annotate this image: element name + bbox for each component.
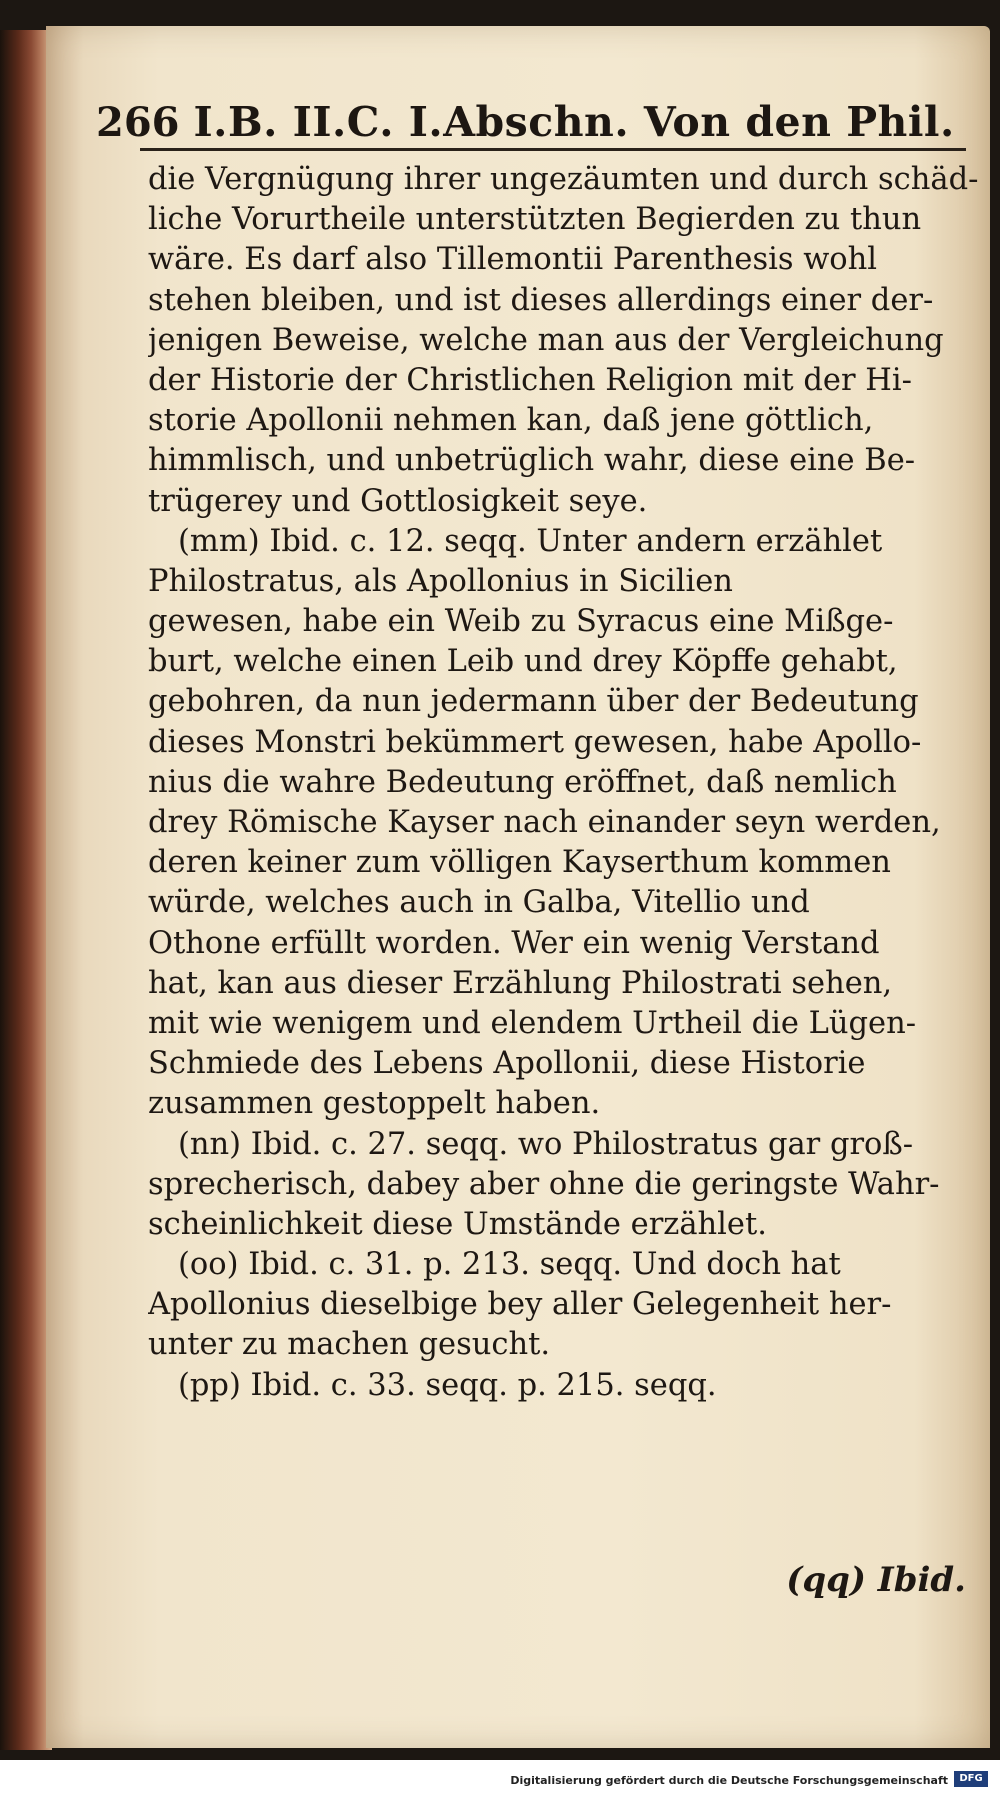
text-line: trügerey und Gottlosigkeit seye.	[148, 483, 648, 519]
text-line: Philostratus, als Apollonius in Sicilien	[148, 563, 733, 599]
text-line: scheinlichkeit diese Umstände erzählet.	[148, 1206, 767, 1242]
book-binding-edge	[0, 30, 52, 1750]
text-line: wäre. Es darf also Tillemontii Parenthesis wohl	[148, 242, 878, 278]
page-number: 266	[96, 99, 180, 146]
dfg-logo: DFG	[954, 1771, 988, 1787]
text-line: zusammen gestoppelt haben.	[148, 1086, 601, 1122]
text-line: stehen bleiben, und ist dieses allerdings einer der-	[148, 282, 934, 318]
text-line: liche Vorurtheile unterstützten Begierden zu thun	[148, 202, 922, 238]
text-line: gebohren, da nun jedermann über der Bedeutung	[148, 684, 919, 720]
text-line: jenigen Beweise, welche man aus der Vergleichung	[148, 322, 944, 358]
text-line: der Historie der Christlichen Religion mit der Hi-	[148, 362, 912, 398]
text-line: Othone erfüllt worden. Wer ein wenig Verstand	[148, 925, 880, 961]
text-line: mit wie wenigem und elendem Urtheil die Lügen-	[148, 1005, 917, 1041]
catchword: (qq) Ibid.	[786, 1560, 966, 1600]
running-head: I.B. II.C. I.Abschn. Von den Phil.	[193, 98, 955, 146]
text-line: unter zu machen gesucht.	[148, 1327, 551, 1363]
text-line: Apollonius dieselbige bey aller Gelegenheit her-	[148, 1287, 892, 1323]
text-line: hat, kan aus dieser Erzählung Philostrati sehen,	[148, 965, 893, 1001]
text-line: deren keiner zum völligen Kayserthum kommen	[148, 845, 891, 881]
text-line: drey Römische Kayser nach einander seyn werden,	[148, 805, 941, 840]
text-line: gewesen, habe ein Weib zu Syracus eine Mißge-	[148, 604, 894, 640]
text-line: himmlisch, und unbetrüglich wahr, diese eine Be-	[148, 443, 916, 479]
text-line: sprecherisch, dabey aber ohne die geringste Wahr-	[148, 1166, 940, 1202]
footnote-nn-line: (nn) Ibid. c. 27. seqq. wo Philostratus gar groß-	[178, 1126, 914, 1162]
text-line: storie Apollonii nehmen kan, daß jene göttlich,	[148, 403, 874, 439]
text-line: Schmiede des Lebens Apollonii, diese Historie	[148, 1046, 866, 1082]
text-line: die Vergnügung ihrer ungezäumten und durch schäd-	[148, 162, 978, 197]
text-line: dieses Monstri bekümmert gewesen, habe Apollo-	[148, 724, 922, 760]
text-line: würde, welches auch in Galba, Vitellio und	[148, 885, 810, 921]
footnote-pp-line: (pp) Ibid. c. 33. seqq. p. 215. seqq.	[178, 1367, 717, 1403]
footnote-mm-line: (mm) Ibid. c. 12. seqq. Unter andern erzählet	[178, 523, 883, 559]
footnote-oo-line: (oo) Ibid. c. 31. p. 213. seqq. Und doch hat	[178, 1247, 841, 1283]
body-text	[148, 160, 978, 1406]
page-header	[96, 80, 966, 146]
header-rule	[140, 148, 966, 151]
dfg-credit-text: Digitalisierung gefördert durch die Deutsche Forschungsgemeinschaft	[510, 1774, 948, 1787]
text-line: nius die wahre Bedeutung eröffnet, daß nemlich	[148, 764, 897, 800]
text-line: burt, welche einen Leib und drey Köpffe gehabt,	[148, 644, 898, 680]
